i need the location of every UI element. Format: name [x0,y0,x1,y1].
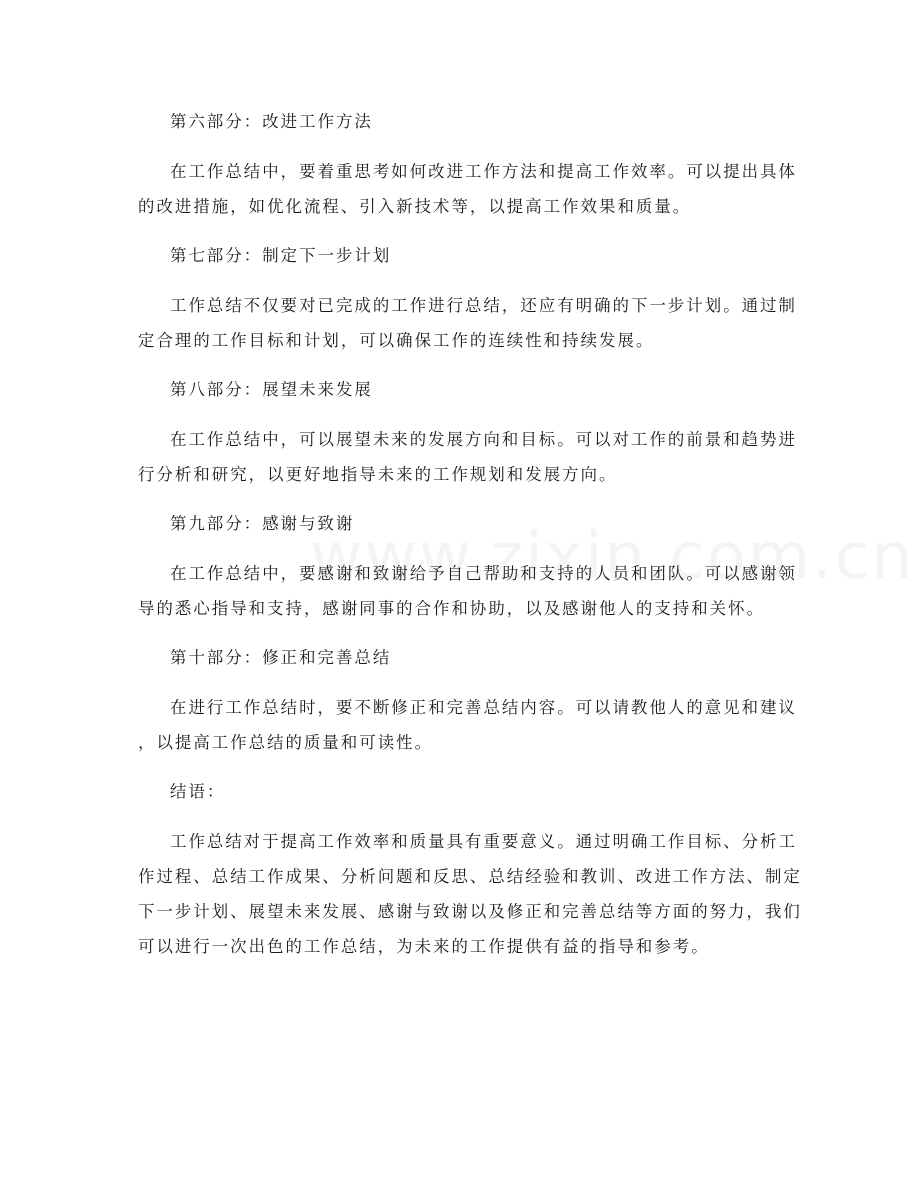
paragraph-line: 导的悉心指导和支持，感谢同事的合作和协助，以及感谢他人的支持和关怀。 [138,599,765,618]
paragraph-line: 可以进行一次出色的工作总结，为未来的工作提供有益的指导和参考。 [138,937,710,956]
section-heading: 第十部分：修正和完善总结 [170,648,392,667]
paragraph-line: 作过程、总结工作成果、分析问题和反思、总结经验和教训、改进工作方法、制定 [138,867,802,886]
paragraph-line: 在进行工作总结时，要不断修正和完善总结内容。可以请教他人的意见和建议 [170,698,797,717]
paragraph-line: 工作总结不仅要对已完成的工作进行总结，还应有明确的下一步计划。通过制 [170,296,797,315]
paragraph-line: 工作总结对于提高工作效率和质量具有重要意义。通过明确工作目标、分析工 [170,832,797,851]
section-heading: 第六部分：改进工作方法 [170,112,373,131]
paragraph-line: ，以提高工作总结的质量和可读性。 [138,733,434,752]
section-heading: 第九部分：感谢与致谢 [170,514,355,533]
paragraph-line: 在工作总结中，要感谢和致谢给予自己帮助和支持的人员和团队。可以感谢领 [170,564,797,583]
paragraph-line: 在工作总结中，要着重思考如何改进工作方法和提高工作效率。可以提出具体 [170,162,797,181]
paragraph-line: 定合理的工作目标和计划，可以确保工作的连续性和持续发展。 [138,331,655,350]
paragraph-line: 下一步计划、展望未来发展、感谢与致谢以及修正和完善总结等方面的努力，我们 [138,902,802,921]
section-heading: 第七部分：制定下一步计划 [170,246,392,265]
section-heading: 第八部分：展望未来发展 [170,380,373,399]
paragraph-line: 的改进措施，如优化流程、引入新技术等，以提高工作效果和质量。 [138,197,692,216]
paragraph-line: 行分析和研究，以更好地指导未来的工作规划和发展方向。 [138,465,618,484]
paragraph-line: 在工作总结中，可以展望未来的发展方向和目标。可以对工作的前景和趋势进 [170,430,797,449]
section-heading: 结语： [170,782,226,801]
